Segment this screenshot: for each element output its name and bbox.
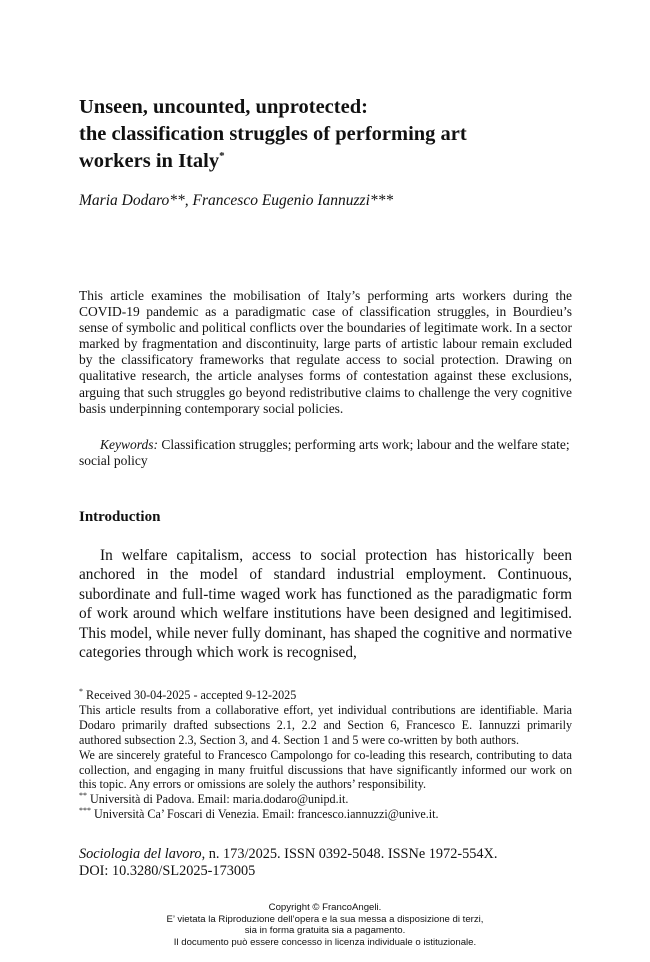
footnote-acknowledgements: We are sincerely grateful to Francesco Campolongo for co-leading this research, contributing to data collection, and engaging in many fruitful discussions that have significantly informed our work on this topic. Any errors or omissions are solely the authors’ responsibility. bbox=[79, 747, 572, 792]
title-line-2: the classification struggles of performing art bbox=[79, 123, 467, 145]
affiliation-1: Università di Padova. Email: maria.dodaro@unipd.it. bbox=[90, 792, 349, 807]
journal-info bbox=[79, 846, 572, 880]
keywords bbox=[79, 437, 572, 469]
title-line-1: Unseen, uncounted, unprotected: bbox=[79, 96, 368, 118]
copyright-line-3: sia in forma gratuita sia a pagamento. bbox=[244, 925, 406, 936]
abstract: This article examines the mobilisation of Italy’s performing arts workers during the COVID-19 pandemic as a paradigmatic case of classification struggles, in Bourdieu’s sense of symbolic and political conflicts over the boundaries of legitimate work. In a sector marked by fragmentation and discontinuity, large parts of artistic labour remain excluded by the classificatory frameworks that regulate access to social protection. Drawing on qualitative research, the article analyses forms of contestation against these exclusions, arguing that such struggles go beyond redistributive claims to challenge the very cognitive basis underpinning contemporary social policies. bbox=[79, 288, 572, 416]
introduction-paragraph: In welfare capitalism, access to social protection has historically been anchored in the model of standard industrial employment. Continuous, subordinate and full-time waged work has functioned as the paradigmatic form of work around which welfare institutions have been designed and legitimised. This model, while never fully dominant, has shaped the cognitive and normative categories through which work is recognised, bbox=[79, 547, 572, 662]
copyright-notice bbox=[0, 902, 650, 948]
footnotes bbox=[79, 688, 572, 822]
keywords-text: Classification struggles; performing arts work; labour and the welfare state; social policy bbox=[79, 437, 570, 469]
section-heading-introduction: Introduction bbox=[79, 509, 161, 525]
journal-issue: , n. 173/2025. ISSN 0392-5048. ISSNe 1972-554X. bbox=[201, 846, 498, 862]
copyright-line-2: E’ vietata la Riproduzione dell’opera e la sua messa a disposizione di terzi, bbox=[166, 913, 484, 925]
footnote-contributions: This article results from a collaborative effort, yet individual contributions are identifiable. Maria Dodaro primarily drafted subsections 2.1, 2.2 and Section 6, Francesco E. Iannuzzi primarily authored subsection 2.3, Section 3, and 4. Section 1 and 5 were co-written by both authors. bbox=[79, 702, 572, 747]
footnote-received bbox=[79, 688, 572, 703]
journal-doi: DOI: 10.3280/SL2025-173005 bbox=[79, 863, 256, 879]
footnote-affiliation-1 bbox=[79, 792, 572, 807]
copyright-line-4: Il documento può essere concesso in licenza individuale o istituzionale. bbox=[173, 936, 477, 948]
footnote-affiliation-2 bbox=[79, 807, 572, 822]
title-footnote-mark: * bbox=[219, 150, 225, 163]
journal-name: Sociologia del lavoro bbox=[79, 846, 202, 862]
title-line-3: workers in Italy bbox=[79, 150, 220, 172]
footnote-mark-affiliation-2: *** bbox=[79, 806, 91, 816]
article-title bbox=[79, 94, 579, 175]
affiliation-2: Università Ca’ Foscari di Venezia. Email: francesco.iannuzzi@unive.it. bbox=[94, 807, 439, 822]
author-list: Maria Dodaro**, Francesco Eugenio Iannuzzi*** bbox=[79, 192, 394, 209]
footnote-mark-affiliation-1: ** bbox=[79, 791, 87, 801]
received-dates: Received 30-04-2025 - accepted 9-12-2025 bbox=[86, 688, 297, 702]
copyright-line-1: Copyright © FrancoAngeli. bbox=[268, 902, 382, 913]
journal-citation bbox=[79, 846, 572, 863]
keywords-label: Keywords: bbox=[100, 437, 158, 452]
footnote-mark-received: * bbox=[79, 686, 83, 696]
